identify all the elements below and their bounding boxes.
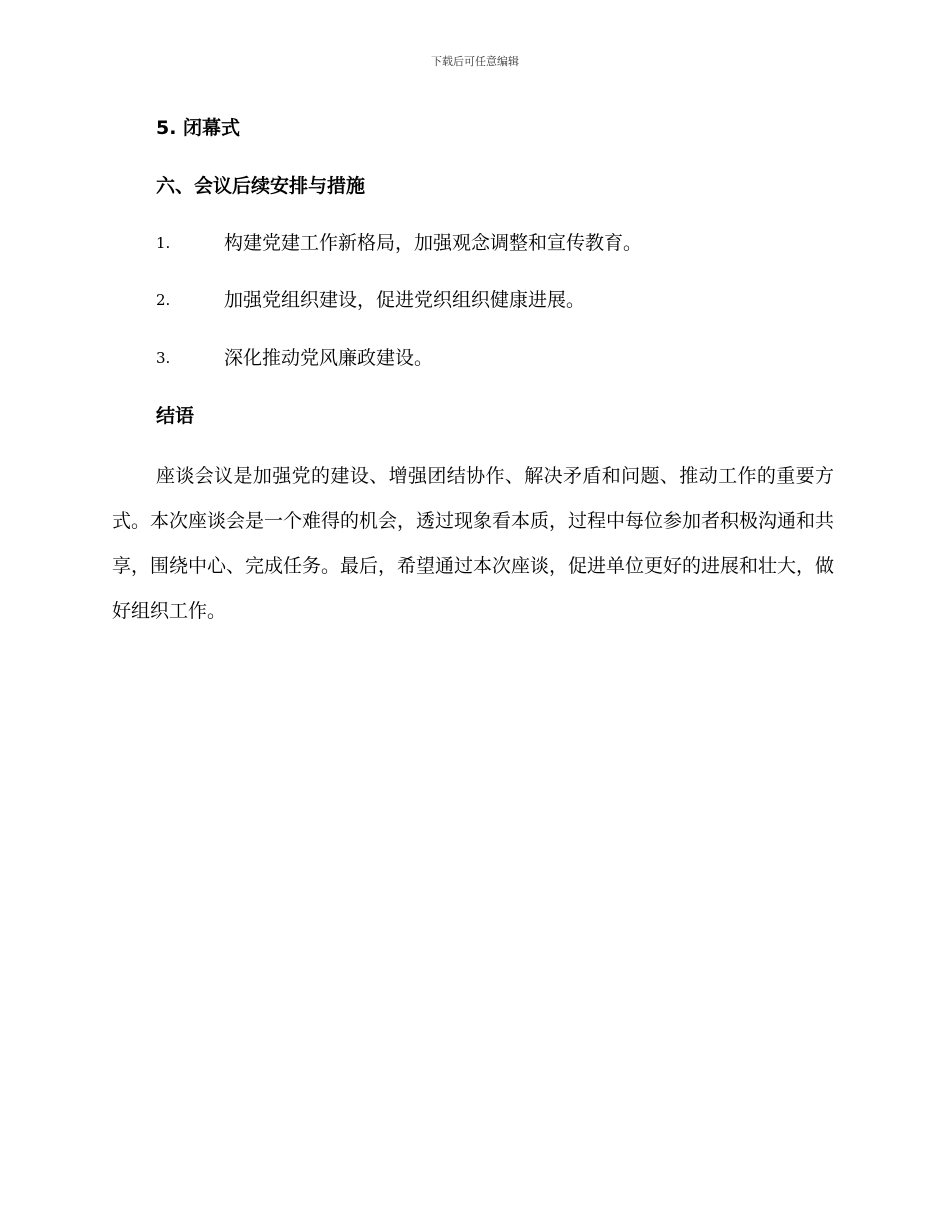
list-item-number: 3. [156, 349, 171, 367]
list-item-text: 构建党建工作新格局，加强观念调整和宣传教育。 [224, 232, 643, 254]
list-item [156, 229, 856, 257]
list-item [156, 286, 856, 314]
list-item [156, 344, 856, 372]
section-title-conclusion: 结语 [156, 405, 195, 427]
list-item-number: 1. [156, 234, 171, 252]
list-item-number: 2. [156, 291, 171, 309]
section-title-followup: 六、会议后续安排与措施 [156, 175, 366, 197]
conclusion-paragraph: 座谈会议是加强党的建设、增强团结协作、解决矛盾和问题、推动工作的重要方式。本次座谈会是一个难得的机会，透过现象看本质，过程中每位参加者积极沟通和共享，围绕中心、完成任务。最后，希望通过本次座谈，促进单位更好的进展和壮大，做好组织工作。 [112, 465, 835, 622]
list-item-text: 深化推动党风廉政建设。 [224, 347, 434, 369]
section-title-closing: 5. 闭幕式 [156, 117, 241, 139]
list-item-text: 加强党组织建设，促进党织组织健康进展。 [224, 289, 586, 311]
page-header-note: 下载后可任意编辑 [431, 55, 519, 68]
